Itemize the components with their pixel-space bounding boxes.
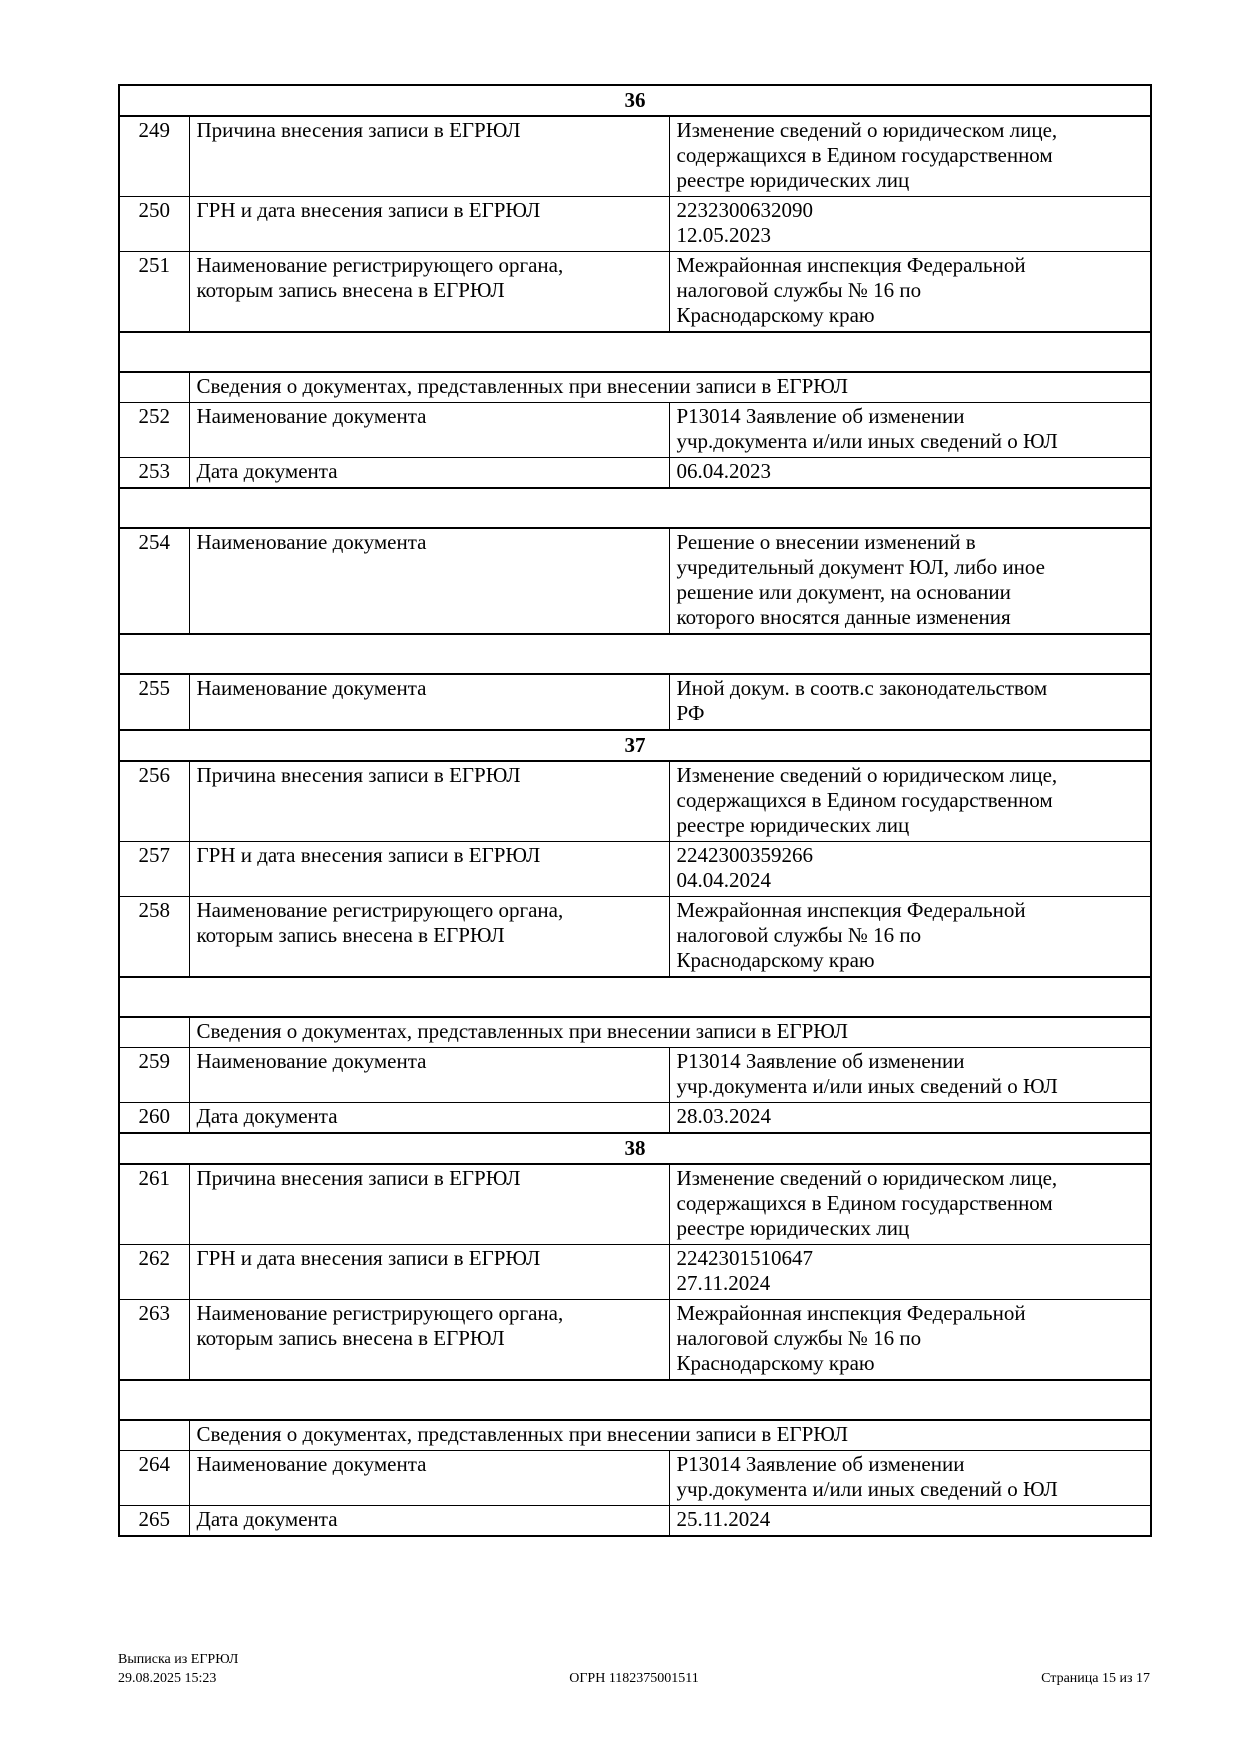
value-line: налоговой службы № 16 по bbox=[676, 278, 922, 302]
value-line: Изменение сведений о юридическом лице, bbox=[676, 1166, 1058, 1190]
label-line: Дата документа bbox=[196, 1104, 338, 1128]
docs-header-row bbox=[119, 1017, 1151, 1048]
spacer-row bbox=[119, 332, 1151, 372]
row-value-cell bbox=[669, 458, 1151, 489]
value-line: Решение о внесении изменений в bbox=[676, 530, 976, 554]
label-line: Причина внесения записи в ЕГРЮЛ bbox=[196, 1166, 521, 1190]
value-line: которого вносятся данные изменения bbox=[676, 605, 1011, 629]
table-row bbox=[119, 1300, 1151, 1381]
row-number-cell: 264 bbox=[119, 1451, 189, 1506]
value-line: Межрайонная инспекция Федеральной bbox=[676, 253, 1026, 277]
section-number: 36 bbox=[119, 85, 1151, 116]
label-line: Наименование документа bbox=[196, 530, 427, 554]
row-label-cell bbox=[189, 842, 669, 897]
table-row bbox=[119, 1506, 1151, 1537]
value-line: реестре юридических лиц bbox=[676, 168, 910, 192]
value-line: РФ bbox=[676, 701, 705, 725]
docs-header-label: Сведения о документах, представленных при внесении записи в ЕГРЮЛ bbox=[189, 372, 1151, 403]
row-number-cell: 258 bbox=[119, 897, 189, 978]
row-number-cell bbox=[119, 1420, 189, 1451]
row-label-cell bbox=[189, 1164, 669, 1245]
label-line: Дата документа bbox=[196, 1507, 338, 1531]
row-value-cell bbox=[669, 1048, 1151, 1103]
row-value-cell bbox=[669, 1300, 1151, 1381]
row-label-cell bbox=[189, 674, 669, 730]
value-line: содержащихся в Едином государственном bbox=[676, 1191, 1053, 1215]
table-row bbox=[119, 197, 1151, 252]
row-label-cell bbox=[189, 761, 669, 842]
row-label-cell bbox=[189, 1048, 669, 1103]
label-line: которым запись внесена в ЕГРЮЛ bbox=[196, 1326, 505, 1350]
row-number-cell: 256 bbox=[119, 761, 189, 842]
spacer-cell bbox=[119, 1380, 1151, 1420]
value-line: 28.03.2024 bbox=[676, 1104, 771, 1128]
value-line: 25.11.2024 bbox=[676, 1507, 771, 1531]
footer-datetime: 29.08.2025 15:23 bbox=[118, 1671, 217, 1686]
row-value-cell bbox=[669, 1103, 1151, 1134]
row-label-cell bbox=[189, 116, 669, 197]
footer-ogrn: ОГРН 1182375001511 bbox=[569, 1671, 699, 1686]
label-line: Наименование документа bbox=[196, 676, 427, 700]
row-value-cell bbox=[669, 674, 1151, 730]
value-line: содержащихся в Едином государственном bbox=[676, 143, 1053, 167]
value-line: Р13014 Заявление об изменении bbox=[676, 1049, 965, 1073]
label-line: которым запись внесена в ЕГРЮЛ bbox=[196, 278, 505, 302]
row-value-cell bbox=[669, 252, 1151, 333]
row-value-cell bbox=[669, 403, 1151, 458]
label-line: Наименование регистрирующего органа, bbox=[196, 1301, 564, 1325]
value-line: 2242300359266 bbox=[676, 843, 813, 867]
row-label-cell bbox=[189, 897, 669, 978]
row-label-cell bbox=[189, 458, 669, 489]
row-value-cell bbox=[669, 528, 1151, 634]
table-row bbox=[119, 458, 1151, 489]
footer-doc-title: Выписка из ЕГРЮЛ bbox=[118, 1652, 239, 1667]
label-line: Наименование регистрирующего органа, bbox=[196, 253, 564, 277]
spacer-cell bbox=[119, 332, 1151, 372]
table-row bbox=[119, 1164, 1151, 1245]
row-number-cell: 259 bbox=[119, 1048, 189, 1103]
egrul-table-body bbox=[119, 85, 1151, 1536]
label-line: ГРН и дата внесения записи в ЕГРЮЛ bbox=[196, 198, 541, 222]
docs-header-label: Сведения о документах, представленных при внесении записи в ЕГРЮЛ bbox=[189, 1017, 1151, 1048]
row-number-cell: 249 bbox=[119, 116, 189, 197]
label-line: ГРН и дата внесения записи в ЕГРЮЛ bbox=[196, 1246, 541, 1270]
label-line: Причина внесения записи в ЕГРЮЛ bbox=[196, 763, 521, 787]
table-row bbox=[119, 116, 1151, 197]
row-number-cell: 254 bbox=[119, 528, 189, 634]
row-number-cell: 263 bbox=[119, 1300, 189, 1381]
label-line: Причина внесения записи в ЕГРЮЛ bbox=[196, 118, 521, 142]
value-line: Р13014 Заявление об изменении bbox=[676, 404, 965, 428]
table-row bbox=[119, 1245, 1151, 1300]
row-label-cell bbox=[189, 197, 669, 252]
spacer-row bbox=[119, 634, 1151, 674]
section-number: 38 bbox=[119, 1133, 1151, 1164]
value-line: 06.04.2023 bbox=[676, 459, 771, 483]
value-line: налоговой службы № 16 по bbox=[676, 923, 922, 947]
table-row bbox=[119, 252, 1151, 333]
row-value-cell bbox=[669, 116, 1151, 197]
footer-page-number: Страница 15 из 17 bbox=[1041, 1671, 1150, 1686]
section-header-row bbox=[119, 730, 1151, 761]
docs-header-label: Сведения о документах, представленных при внесении записи в ЕГРЮЛ bbox=[189, 1420, 1151, 1451]
table-row bbox=[119, 528, 1151, 634]
table-row bbox=[119, 897, 1151, 978]
value-line: Р13014 Заявление об изменении bbox=[676, 1452, 965, 1476]
row-number-cell: 252 bbox=[119, 403, 189, 458]
row-value-cell bbox=[669, 197, 1151, 252]
value-line: учр.документа и/или иных сведений о ЮЛ bbox=[676, 1477, 1058, 1501]
spacer-row bbox=[119, 1380, 1151, 1420]
spacer-cell bbox=[119, 977, 1151, 1017]
value-line: Межрайонная инспекция Федеральной bbox=[676, 1301, 1026, 1325]
value-line: 2242301510647 bbox=[676, 1246, 813, 1270]
value-line: решение или документ, на основании bbox=[676, 580, 1011, 604]
docs-header-row bbox=[119, 1420, 1151, 1451]
row-value-cell bbox=[669, 897, 1151, 978]
table-row bbox=[119, 403, 1151, 458]
table-row bbox=[119, 1048, 1151, 1103]
row-label-cell bbox=[189, 252, 669, 333]
docs-header-row bbox=[119, 372, 1151, 403]
row-label-cell bbox=[189, 528, 669, 634]
label-line: ГРН и дата внесения записи в ЕГРЮЛ bbox=[196, 843, 541, 867]
row-number-cell: 261 bbox=[119, 1164, 189, 1245]
label-line: Наименование документа bbox=[196, 404, 427, 428]
row-number-cell bbox=[119, 1017, 189, 1048]
row-number-cell: 253 bbox=[119, 458, 189, 489]
egrul-table bbox=[118, 84, 1152, 1537]
value-line: Краснодарскому краю bbox=[676, 303, 875, 327]
table-row bbox=[119, 761, 1151, 842]
table-row bbox=[119, 1451, 1151, 1506]
row-number-cell: 262 bbox=[119, 1245, 189, 1300]
spacer-row bbox=[119, 488, 1151, 528]
value-line: налоговой службы № 16 по bbox=[676, 1326, 922, 1350]
row-label-cell bbox=[189, 403, 669, 458]
row-value-cell bbox=[669, 761, 1151, 842]
row-number-cell: 260 bbox=[119, 1103, 189, 1134]
row-number-cell: 251 bbox=[119, 252, 189, 333]
value-line: учредительный документ ЮЛ, либо иное bbox=[676, 555, 1045, 579]
value-line: реестре юридических лиц bbox=[676, 1216, 910, 1240]
row-number-cell: 265 bbox=[119, 1506, 189, 1537]
table-row bbox=[119, 842, 1151, 897]
spacer-row bbox=[119, 977, 1151, 1017]
row-number-cell: 250 bbox=[119, 197, 189, 252]
row-value-cell bbox=[669, 1506, 1151, 1537]
value-line: реестре юридических лиц bbox=[676, 813, 910, 837]
value-line: 2232300632090 bbox=[676, 198, 813, 222]
label-line: Дата документа bbox=[196, 459, 338, 483]
section-header-row bbox=[119, 1133, 1151, 1164]
value-line: 27.11.2024 bbox=[676, 1271, 771, 1295]
row-value-cell bbox=[669, 842, 1151, 897]
value-line: Изменение сведений о юридическом лице, bbox=[676, 118, 1058, 142]
row-value-cell bbox=[669, 1451, 1151, 1506]
row-label-cell bbox=[189, 1506, 669, 1537]
value-line: учр.документа и/или иных сведений о ЮЛ bbox=[676, 429, 1058, 453]
row-label-cell bbox=[189, 1300, 669, 1381]
row-number-cell: 255 bbox=[119, 674, 189, 730]
section-number: 37 bbox=[119, 730, 1151, 761]
section-header-row bbox=[119, 85, 1151, 116]
table-row bbox=[119, 674, 1151, 730]
value-line: Краснодарскому краю bbox=[676, 948, 875, 972]
row-value-cell bbox=[669, 1245, 1151, 1300]
row-number-cell: 257 bbox=[119, 842, 189, 897]
row-label-cell bbox=[189, 1451, 669, 1506]
label-line: которым запись внесена в ЕГРЮЛ bbox=[196, 923, 505, 947]
value-line: Краснодарскому краю bbox=[676, 1351, 875, 1375]
row-label-cell bbox=[189, 1245, 669, 1300]
label-line: Наименование регистрирующего органа, bbox=[196, 898, 564, 922]
value-line: Иной докум. в соотв.с законодательством bbox=[676, 676, 1048, 700]
value-line: содержащихся в Едином государственном bbox=[676, 788, 1053, 812]
value-line: учр.документа и/или иных сведений о ЮЛ bbox=[676, 1074, 1058, 1098]
value-line: Межрайонная инспекция Федеральной bbox=[676, 898, 1026, 922]
label-line: Наименование документа bbox=[196, 1452, 427, 1476]
row-label-cell bbox=[189, 1103, 669, 1134]
row-number-cell bbox=[119, 372, 189, 403]
value-line: Изменение сведений о юридическом лице, bbox=[676, 763, 1058, 787]
row-value-cell bbox=[669, 1164, 1151, 1245]
spacer-cell bbox=[119, 488, 1151, 528]
value-line: 12.05.2023 bbox=[676, 223, 771, 247]
spacer-cell bbox=[119, 634, 1151, 674]
label-line: Наименование документа bbox=[196, 1049, 427, 1073]
table-row bbox=[119, 1103, 1151, 1134]
value-line: 04.04.2024 bbox=[676, 868, 771, 892]
